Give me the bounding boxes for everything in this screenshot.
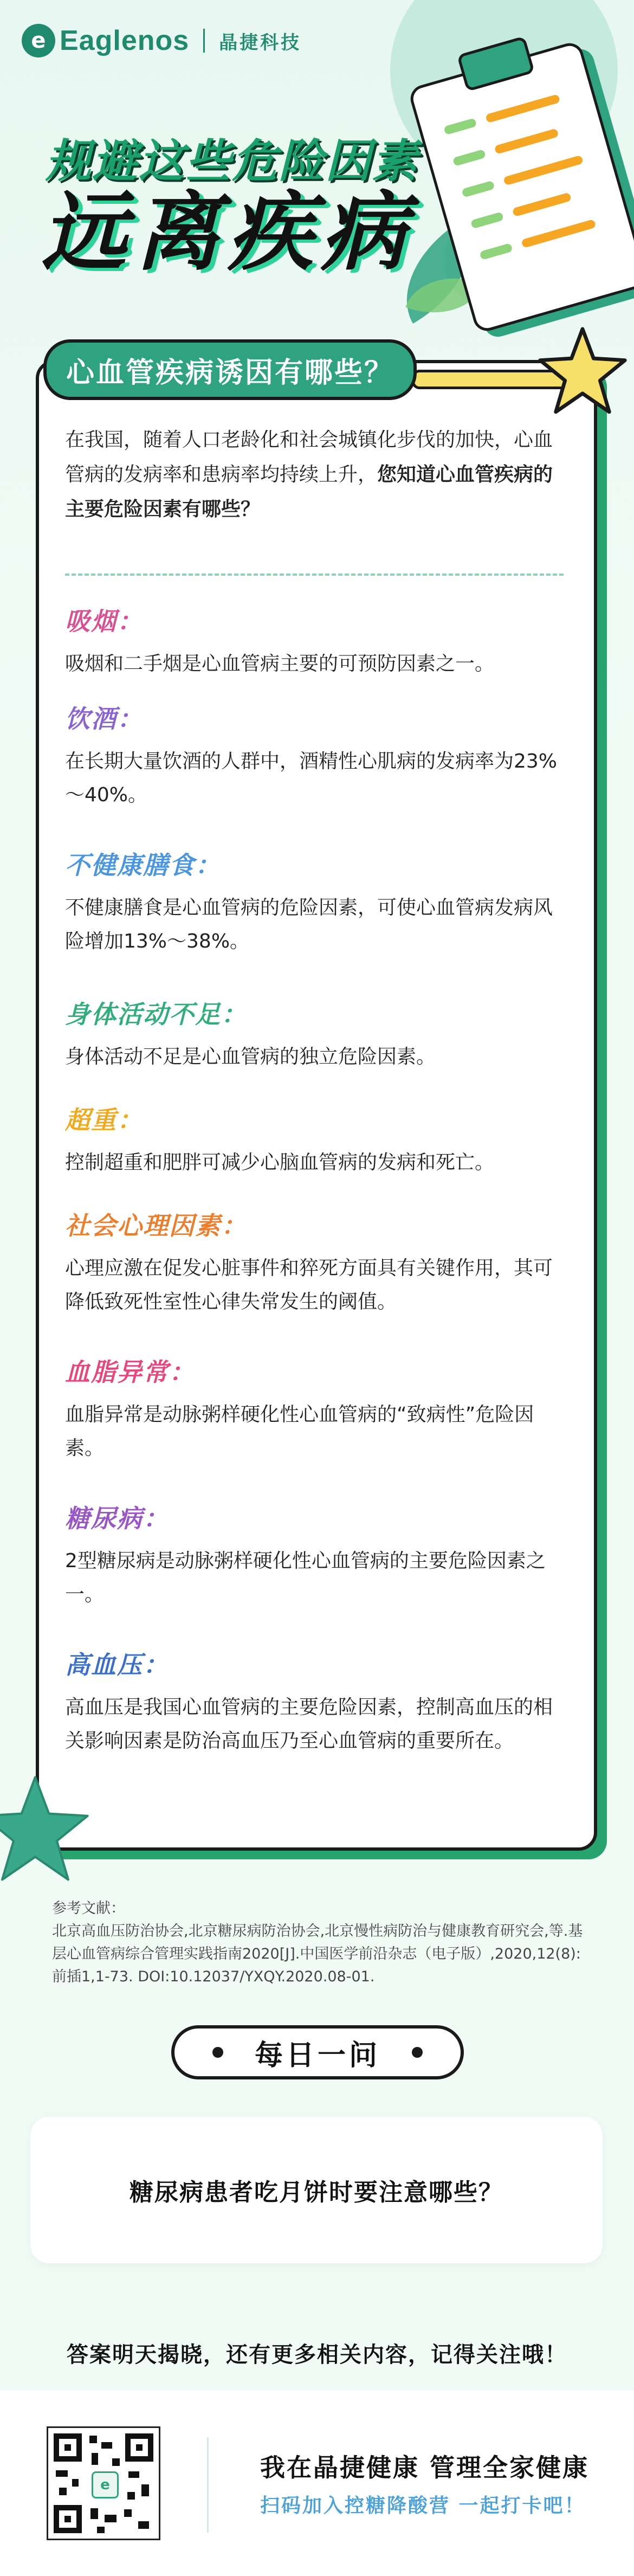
risk-section-overweight <box>65 1100 569 1180</box>
daily-question-badge <box>171 2025 464 2079</box>
logo-divider <box>203 29 205 53</box>
section-heading: 身体活动不足： <box>65 1000 247 1029</box>
risk-section-smoking <box>65 602 569 681</box>
risk-section-dyslipidemia <box>65 1353 569 1465</box>
qr-code[interactable] <box>47 2426 160 2540</box>
qr-finder-pattern <box>54 2433 82 2462</box>
star-icon <box>536 325 629 417</box>
risk-section-diet <box>65 846 569 958</box>
daily-question-title: 每日一问 <box>254 2039 380 2072</box>
checklist-line <box>521 219 596 248</box>
header <box>0 0 634 336</box>
section-text: 控制超重和肥胖可减少心脑血管病的发病和死亡。 <box>65 1151 495 1174</box>
section-heading: 不健康膳食： <box>65 851 221 880</box>
checklist-line <box>443 118 477 135</box>
section-text: 高血压是我国心血管病的主要危险因素，控制高血压的相关影响因素是防治高血压乃至心血管病的重要所在。 <box>65 1696 553 1752</box>
qr-center-logo-icon: e <box>92 2471 119 2498</box>
page-subtitle: 规避这些危险因素 <box>46 134 419 188</box>
section-heading: 糖尿病： <box>65 1504 169 1533</box>
references <box>52 1897 588 1988</box>
question-box <box>30 2117 603 2263</box>
qr-finder-pattern <box>54 2505 82 2533</box>
intro-question: 您知道心血管疾病的主要危险因素有哪些？ <box>65 463 553 520</box>
risk-section-psychosocial <box>65 1206 569 1319</box>
references-label: 参考文献： <box>52 1900 125 1917</box>
section-heading: 吸烟： <box>65 607 143 636</box>
section-heading: 社会心理因素： <box>65 1211 247 1240</box>
daily-question-text: 糖尿病患者吃月饼时要注意哪些？ <box>130 2179 503 2206</box>
section-heading: 血脂异常： <box>65 1357 195 1387</box>
brand-name-cn: 晶捷科技 <box>219 31 302 54</box>
checklist-line <box>479 243 513 260</box>
brand-name: Eaglenos <box>60 25 190 56</box>
footer-divider <box>207 2437 209 2533</box>
section-text: 2型糖尿病是动脉粥样硬化性心血管病的主要危险因素之一。 <box>65 1550 546 1606</box>
checklist-line <box>452 149 486 166</box>
page-title: 远离疾病 <box>41 183 414 282</box>
eaglenos-logo-icon: e <box>22 24 55 57</box>
section-heading: 饮酒： <box>65 704 143 733</box>
checklist-line <box>494 128 559 154</box>
footer <box>0 2391 634 2576</box>
qr-finder-pattern <box>125 2433 153 2462</box>
section-text: 血脂异常是动脉粥样硬化性心血管病的“致病性”危险因素。 <box>65 1403 534 1459</box>
star-icon <box>0 1773 92 1886</box>
risk-section-inactivity <box>65 995 569 1074</box>
intro-text: 在我国，随着人口老龄化和社会城镇化步伐的加快，心血管病的发病率和患病率均持续上升， <box>65 429 553 486</box>
answer-note: 答案明天揭晓，还有更多相关内容，记得关注哦！ <box>67 2342 567 2367</box>
risk-section-diabetes <box>65 1499 569 1612</box>
footer-cta: 扫码加入控糖降酸营 一起打卡吧！ <box>260 2495 586 2517</box>
dashed-divider <box>65 574 564 576</box>
bullet-dot <box>412 2047 423 2058</box>
checklist-line <box>470 211 504 229</box>
section-text: 不健康膳食是心血管病的危险因素，可使心血管病发病风险增加13%～38%。 <box>65 897 553 952</box>
checklist-line <box>512 192 572 217</box>
footer-slogan: 我在晶捷健康 管理全家健康 <box>260 2453 590 2482</box>
checklist-line <box>503 155 584 186</box>
references-text: 北京高血压防治协会,北京糖尿病防治协会,北京慢性病防治与健康教育研究会,等.基层心血管病综合管理实践指南2020[J].中国医学前沿杂志（电子版）,2020,12(8):前插1,1-73. DOI:10.12037/YXQY.2020.08-01. <box>52 1923 583 1985</box>
brand-logo <box>22 24 301 57</box>
bullet-dot <box>212 2047 223 2058</box>
risk-section-hypertension <box>65 1645 569 1758</box>
section-text: 心理应激在促发心脏事件和猝死方面具有关键作用，其可降低致死性室性心律失常发生的阈值。 <box>65 1257 553 1313</box>
section-tag <box>43 339 417 400</box>
checklist-line <box>461 181 495 198</box>
section-text: 身体活动不足是心血管病的独立危险因素。 <box>65 1046 436 1068</box>
section-text: 在长期大量饮酒的人群中，酒精性心肌病的发病率为23%～40%。 <box>65 750 558 806</box>
intro-paragraph <box>65 423 569 527</box>
risk-section-drinking <box>65 699 569 812</box>
checklist-line <box>485 94 560 123</box>
section-heading: 高血压： <box>65 1650 169 1679</box>
section-heading: 超重： <box>65 1105 143 1135</box>
section-tag-label: 心血管疾病诱因有哪些？ <box>66 356 394 389</box>
section-text: 吸烟和二手烟是心血管病主要的可预防因素之一。 <box>65 653 495 675</box>
